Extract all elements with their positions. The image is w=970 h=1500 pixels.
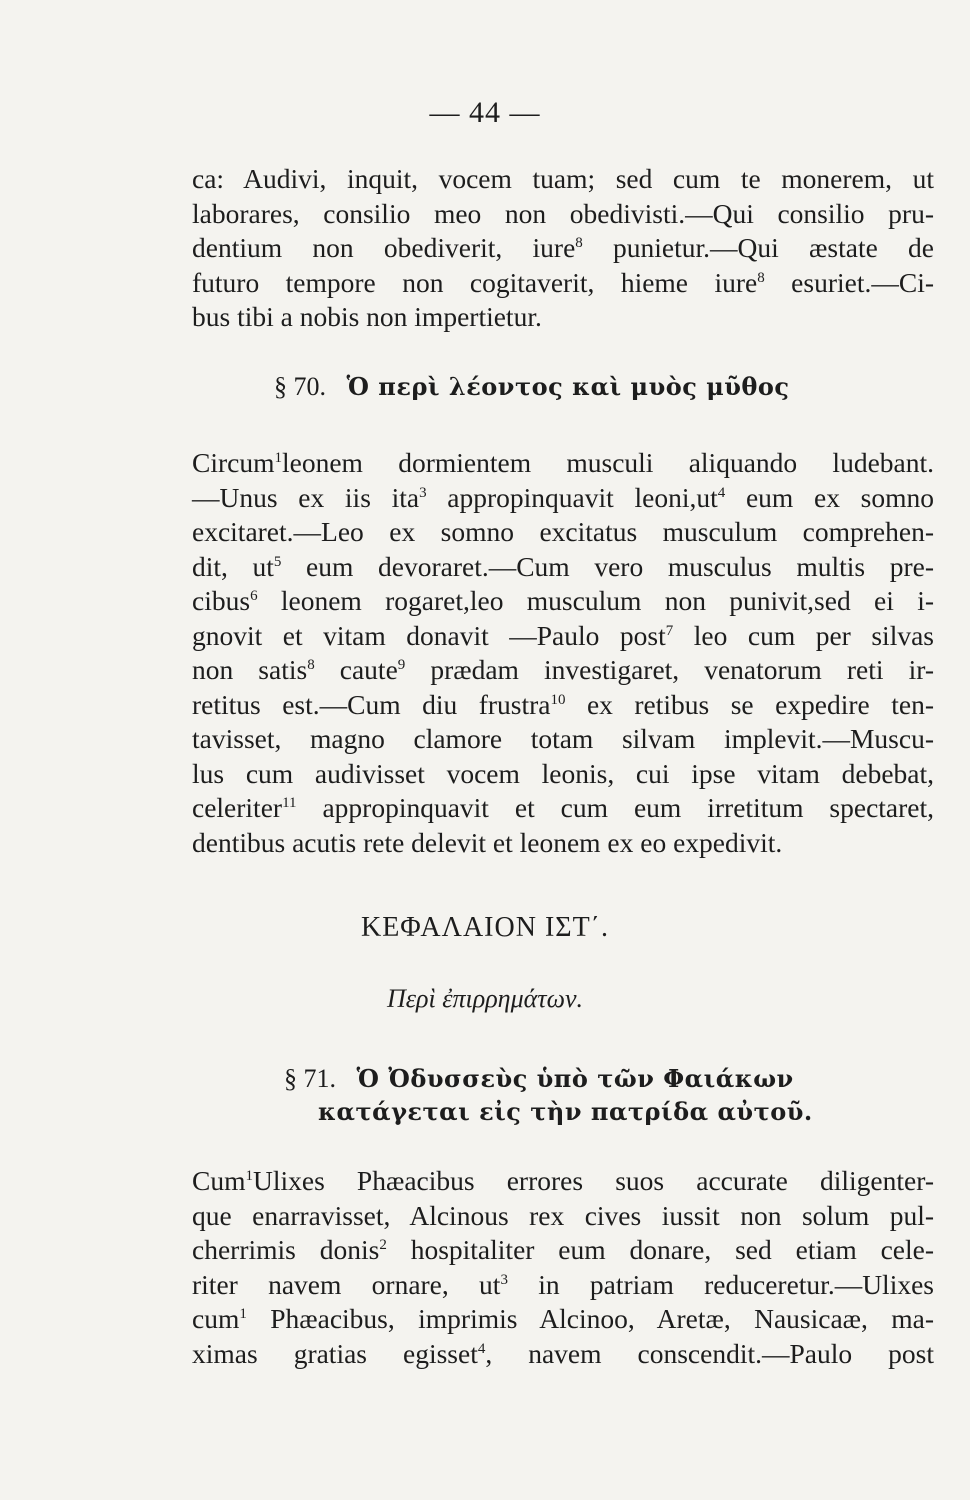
section-title: Ὁ περὶ λέοντος καὶ μυὸς μῦθος bbox=[346, 372, 790, 401]
section-number: § 71. bbox=[284, 1064, 336, 1093]
section-71-heading-cont bbox=[318, 1097, 813, 1127]
footnote-ref: 8 bbox=[307, 656, 315, 673]
footnote-ref: 3 bbox=[419, 484, 427, 501]
footnote-ref: 1 bbox=[245, 1167, 253, 1184]
footnote-ref: 1 bbox=[274, 449, 282, 466]
footnote-ref: 2 bbox=[379, 1236, 387, 1253]
text-segment: celeriter bbox=[192, 792, 283, 823]
text-segment: caute bbox=[314, 654, 398, 685]
text-segment: ximas gratias egisset bbox=[192, 1337, 478, 1369]
section-title-line-2: κατάγεται εἰς τὴν πατρίδα αὐτοῦ. bbox=[318, 1097, 813, 1126]
text-line: lus cum audivisset vocem leonis, cui ipse vitam debebat, bbox=[192, 757, 934, 789]
text-segment: cibus bbox=[192, 585, 251, 616]
text-segment: non satis bbox=[192, 654, 308, 685]
text-line: ca: Audivi, inquit, vocem tuam; sed cum te monerem, ut bbox=[192, 163, 934, 194]
text-segment: Circum bbox=[192, 447, 275, 478]
chapter-title: ΚΕΦΑΛΑΙΟΝ ΙΣΤ΄. bbox=[360, 912, 609, 943]
text-line bbox=[192, 446, 934, 481]
text-segment: prædam investigaret, venatorum reti ir- bbox=[405, 654, 934, 685]
text-segment: leo cum per silvas bbox=[673, 619, 934, 651]
text-line bbox=[192, 791, 934, 826]
text-segment: leonem dormientem musculi aliquando ludebant. bbox=[282, 447, 934, 478]
text-segment: Cum bbox=[192, 1165, 246, 1196]
text-segment: in patriam reduceretur.—Ulixes bbox=[507, 1268, 934, 1300]
section-71-heading bbox=[284, 1064, 794, 1094]
text-line bbox=[192, 584, 934, 619]
text-segment: Ulixes Phæacibus errores suos accurate diligenter- bbox=[252, 1165, 934, 1196]
text-line: laborares, consilio meo non obedivisti.—Qui consilio pru- bbox=[192, 197, 934, 229]
footnote-ref: 7 bbox=[665, 622, 674, 639]
text-line bbox=[192, 1302, 934, 1337]
footnote-ref: 11 bbox=[282, 794, 297, 811]
text-segment: appropinquavit leoni,ut bbox=[426, 481, 718, 513]
paragraph-ulysses bbox=[192, 1164, 934, 1371]
text-line bbox=[192, 266, 934, 301]
text-line bbox=[192, 653, 934, 688]
footnote-ref: 5 bbox=[273, 553, 282, 570]
text-line: tavisset, magno clamore totam silvam implevit.—Muscu- bbox=[192, 723, 934, 754]
text-line: que enarravisset, Alcinous rex cives iussit non solum pul- bbox=[192, 1199, 934, 1231]
footnote-ref: 8 bbox=[575, 234, 583, 251]
chapter-subtitle: Περὶ ἐπιρρημάτων. bbox=[387, 984, 583, 1013]
text-line bbox=[192, 1233, 934, 1268]
text-segment: —Unus ex iis ita bbox=[192, 481, 420, 513]
text-segment: eum ex somno bbox=[725, 481, 934, 513]
page-number: — 44 — bbox=[429, 96, 541, 129]
text-segment: hospitaliter eum donare, sed etiam cele- bbox=[386, 1234, 934, 1265]
section-title-line-1: Ὁ Ὀδυσσεὺς ὑπὸ τῶν Φαιάκων bbox=[356, 1064, 794, 1093]
text-segment: Phæacibus, imprimis Alcinoo, Aretæ, Nausicaæ, ma- bbox=[246, 1303, 934, 1334]
text-line bbox=[192, 481, 934, 516]
text-line: dentibus acutis rete delevit et leonem ex eo expedivit. bbox=[192, 826, 783, 858]
text-line bbox=[192, 688, 934, 723]
text-line bbox=[192, 1337, 934, 1372]
footnote-ref: 6 bbox=[250, 587, 258, 604]
footnote-ref: 9 bbox=[397, 656, 406, 673]
text-line bbox=[192, 619, 934, 654]
text-segment: eum devoraret.—Cum vero musculus multis pre- bbox=[281, 550, 934, 582]
text-segment: gnovit et vitam donavit —Paulo post bbox=[192, 619, 666, 651]
text-segment: leonem rogaret,leo musculum non punivit,sed ei i- bbox=[257, 585, 934, 616]
text-line bbox=[192, 231, 934, 266]
text-segment: retitus est.—Cum diu frustra bbox=[192, 688, 551, 720]
footnote-ref: 1 bbox=[239, 1305, 247, 1322]
footnote-ref: 4 bbox=[717, 484, 726, 501]
text-line bbox=[192, 550, 934, 585]
text-segment: esuriet.—Ci- bbox=[791, 266, 934, 298]
text-line: excitaret.—Leo ex somno excitatus musculum comprehen- bbox=[192, 516, 934, 547]
footnote-ref: 4 bbox=[477, 1340, 486, 1357]
text-segment: cum bbox=[192, 1303, 240, 1334]
section-number: § 70. bbox=[274, 372, 326, 401]
text-segment: dit, ut bbox=[192, 550, 274, 582]
text-line bbox=[192, 1164, 934, 1199]
text-segment: , navem conscendit.—Paulo post bbox=[485, 1337, 934, 1369]
footnote-ref: 10 bbox=[550, 691, 566, 708]
paragraph-fable-end bbox=[192, 162, 934, 335]
paragraph-lion-mouse bbox=[192, 446, 934, 860]
footnote-ref: 8 bbox=[757, 269, 765, 286]
text-segment: punietur.—Qui æstate de bbox=[613, 232, 935, 263]
footnote-ref: 3 bbox=[500, 1271, 508, 1288]
section-70-heading bbox=[274, 372, 790, 402]
text-segment: riter navem ornare, ut bbox=[192, 1268, 501, 1300]
text-segment: cherrimis donis bbox=[192, 1234, 380, 1265]
text-line: bus tibi a nobis non impertietur. bbox=[192, 301, 542, 332]
text-segment: appropinquavit et cum eum irretitum spectaret, bbox=[296, 792, 934, 823]
text-line bbox=[192, 1268, 934, 1303]
text-segment: dentium non obediverit, iure bbox=[192, 232, 576, 263]
text-segment: ex retibus se expedire ten- bbox=[565, 688, 934, 720]
text-segment: futuro tempore non cogitaverit, hieme iure bbox=[192, 266, 758, 298]
